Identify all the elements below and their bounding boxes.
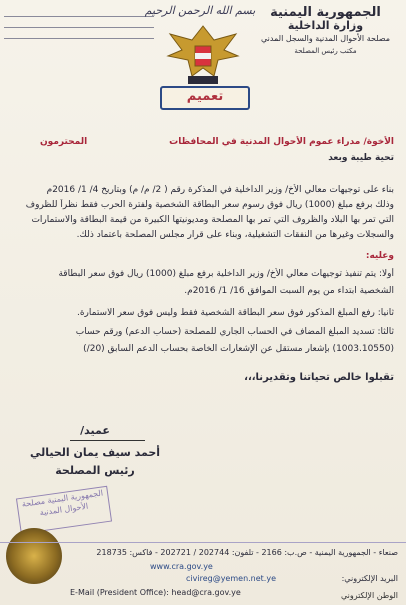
ref-line [4, 38, 154, 39]
eagle-emblem-icon [162, 22, 244, 88]
letterhead-footer [0, 542, 406, 605]
addressee: الأخوة/ مدراء عموم الأحوال المدنية في المحافظات [169, 137, 394, 147]
item-line: (1003.10550) بإشعار مستقل عن الإشعارات الخاصة بحساب الدعم السابق (20/) [83, 344, 394, 354]
item-line: الشخصية ابتداء من يوم السبت الموافق 16/ 1/ 2016م. [184, 286, 394, 296]
signature-line [70, 440, 145, 441]
office-name: مكتب رئيس المصلحة [294, 47, 357, 55]
signatory-title: رئيس المصلحة [55, 464, 135, 477]
republic-name: الجمهورية اليمنية [270, 5, 381, 20]
addressee-row [0, 136, 406, 148]
signatory-rank: عميد/ [80, 424, 110, 437]
body-line: بناء على توجيهات معالي الأخ/ وزير الداخلية في المذكرة رقم ( 2/ م/ م) وبتاريخ 4/ 1/ 2016م [46, 185, 394, 195]
ministry-name: وزارة الداخلية [287, 19, 364, 32]
body-line: والسجلات وغيرها من النفقات التشغيلية، وبناء على قرار مجلس المصلحة باعتماد ذلك. [76, 230, 394, 240]
footer-web: www.cra.gov.ye [150, 562, 213, 571]
footer-email-label: البريد الإلكتروني: [341, 574, 398, 583]
closing: تقبلوا خالص تحياتنا وتقديرنا،،، [244, 372, 394, 383]
item-line: ثانيا: رفع المبلغ المذكور فوق سعر البطاقة الشخصية فقط وليس فوق سعر الاستمارة. [76, 308, 394, 318]
footer-email: civireg@yemen.net.ye [186, 574, 277, 583]
instruction-label: وعليه: [365, 251, 394, 261]
circular-badge: تعميم [160, 86, 250, 110]
footer-president-email: E-Mail (President Office): head@cra.gov.ye [70, 588, 241, 597]
corner-logo: الوطن الإلكتروني [340, 591, 398, 600]
greeting: تحية طيبة وبعد [328, 153, 394, 163]
body-line: التي تمر بها البلاد والظروف التي تمر بها المصلحة ومديونيتها الكبيرة من قيمة البطاقة والاستمارات [31, 215, 394, 225]
item-line: ثالثا: تسديد المبلغ المضاف في الحساب الجاري للمصلحة (حساب الدعم) ورقم حساب [75, 327, 394, 337]
body-line: وذلك برفع مبلغ (1000) ريال فوق رسوم سعر البطاقة الشخصية ولفترة الحرب فقط نظراً للظروف [25, 200, 394, 210]
honorific: المحترمون [40, 137, 88, 147]
item-line: أولا: يتم تنفيذ توجيهات معالي الأخ/ وزير الداخلية برفع مبلغ (1000) ريال فوق سعر البطاقة [58, 269, 394, 279]
official-stamp: الجمهورية اليمنية مصلحة الأحوال المدنية [16, 486, 112, 534]
signatory-name: أحمد سيف يمان الحيالي [29, 446, 161, 459]
footer-address: صنعاء - الجمهورية اليمنية - ص.ب: 2166 - تلفون: 202744 / 202721 - فاكس: 218735 [96, 548, 398, 557]
authority-name: مصلحة الأحوال المدنية والسجل المدني [260, 34, 391, 43]
ref-line [4, 27, 154, 28]
bismillah: بسم الله الرحمن الرحيم [144, 4, 256, 17]
